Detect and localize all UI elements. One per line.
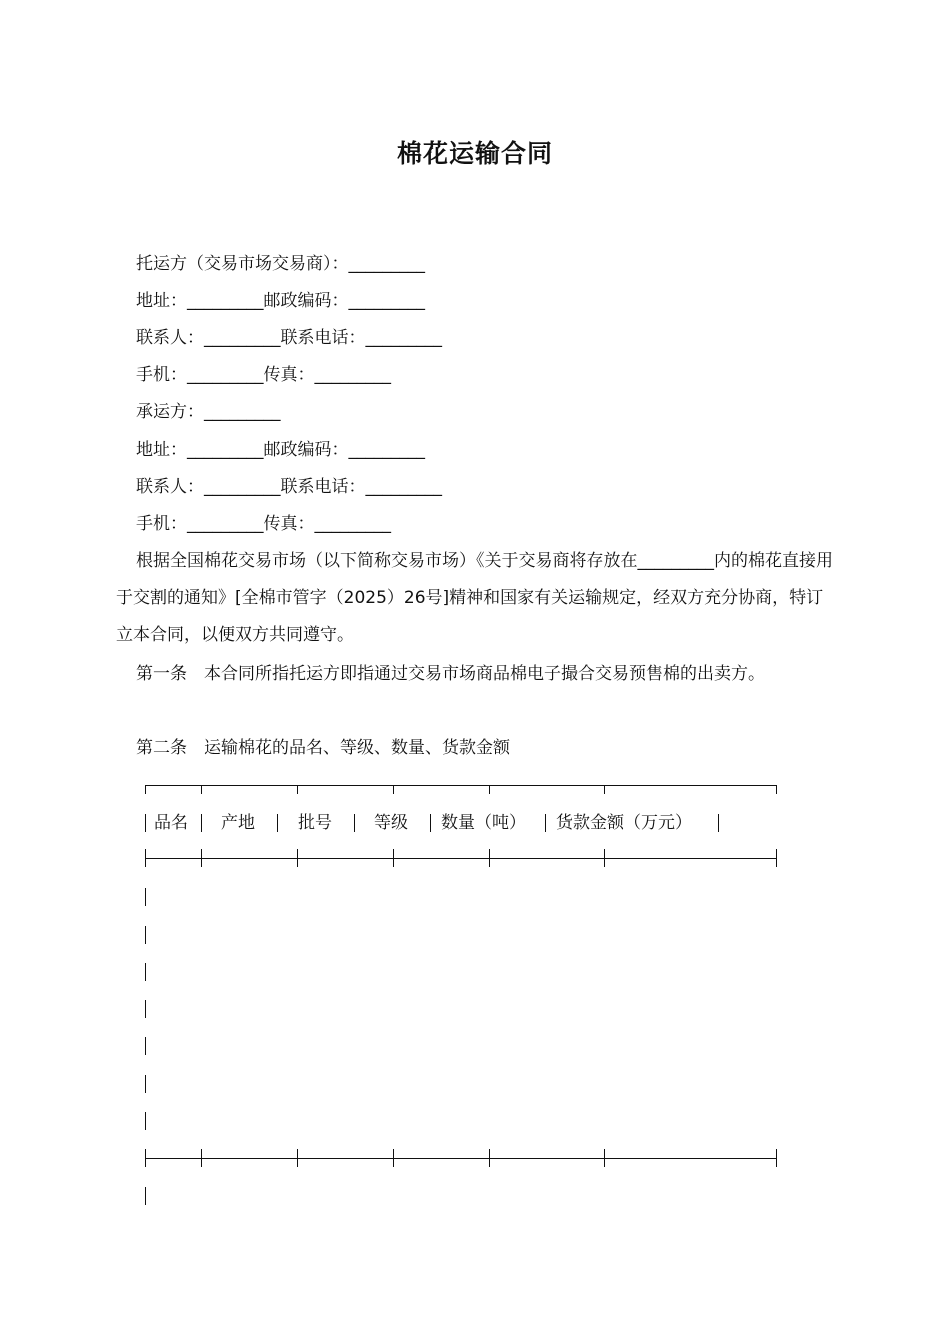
table-tick: [776, 849, 777, 867]
table-tick: [489, 785, 490, 794]
table-row-bar: [145, 1075, 146, 1093]
table-header-grade: 等级: [374, 813, 408, 833]
table-tick: [776, 785, 777, 794]
table-tick: [297, 785, 298, 794]
table-row-bar: [145, 1037, 146, 1055]
table-body-rule: [145, 1158, 776, 1159]
table-row-bar: [145, 963, 146, 981]
table-tick: [145, 849, 146, 867]
table-top-rule: [145, 785, 776, 786]
table-cell-bar: [545, 814, 546, 832]
table-tick: [393, 849, 394, 867]
carrier-name-line: 承运方：_________: [136, 402, 281, 422]
article-2-title: 第二条 运输棉花的品名、等级、数量、货款金额: [136, 738, 510, 758]
article-1: 第一条 本合同所指托运方即指通过交易市场商品棉电子撮合交易预售棉的出卖方。: [136, 664, 765, 684]
shipper-name-line: 托运方（交易市场交易商）：_________: [136, 254, 425, 274]
preamble-paragraph: [116, 543, 840, 654]
table-tick: [393, 785, 394, 794]
document-title: 棉花运输合同: [396, 139, 553, 168]
table-tick: [604, 1149, 605, 1167]
table-tick: [604, 849, 605, 867]
shipper-address-line: 地址：_________邮政编码：_________: [136, 291, 425, 311]
table-header-batch: 批号: [298, 813, 332, 833]
table-tick: [489, 849, 490, 867]
table-row-bar: [145, 1000, 146, 1018]
table-tick: [297, 1149, 298, 1167]
carrier-phone-line: 手机：_________传真：_________: [136, 514, 391, 534]
table-tick: [201, 1149, 202, 1167]
table-tick: [393, 1149, 394, 1167]
carrier-address-line: 地址：_________邮政编码：_________: [136, 440, 425, 460]
shipper-phone-line: 手机：_________传真：_________: [136, 365, 391, 385]
table-cell-bar: [430, 814, 431, 832]
table-cell-bar: [277, 814, 278, 832]
table-row-bar: [145, 1112, 146, 1130]
table-tick: [145, 785, 146, 794]
table-header-amount: 货款金额（万元）: [556, 813, 692, 833]
table-row-bar: [145, 1187, 146, 1205]
table-cell-bar: [354, 814, 355, 832]
table-row-bar: [145, 888, 146, 906]
table-tick: [776, 1149, 777, 1167]
shipper-contact-line: 联系人：_________联系电话：_________: [136, 328, 442, 348]
carrier-contact-line: 联系人：_________联系电话：_________: [136, 477, 442, 497]
table-header-quantity: 数量（吨）: [441, 813, 526, 833]
table-header-origin: 产地: [221, 813, 255, 833]
preamble-text: 根据全国棉花交易市场（以下简称交易市场）《关于交易商将存放在_________内的棉花直接用于交割的通知》[全棉市管字（2025）26号]精神和国家有关运输规定，经双方充分协商，特订立本合同，以便双方共同遵守。: [116, 551, 833, 645]
table-cell-bar: [201, 814, 202, 832]
table-header-name: 品名: [154, 813, 188, 833]
table-tick: [201, 785, 202, 794]
table-cell-bar: [718, 814, 719, 832]
table-tick: [145, 1149, 146, 1167]
table-tick: [201, 849, 202, 867]
table-header-rule: [145, 858, 776, 859]
table-tick: [604, 785, 605, 794]
table-row-bar: [145, 926, 146, 944]
table-cell-bar: [145, 814, 146, 832]
table-tick: [489, 1149, 490, 1167]
table-tick: [297, 849, 298, 867]
